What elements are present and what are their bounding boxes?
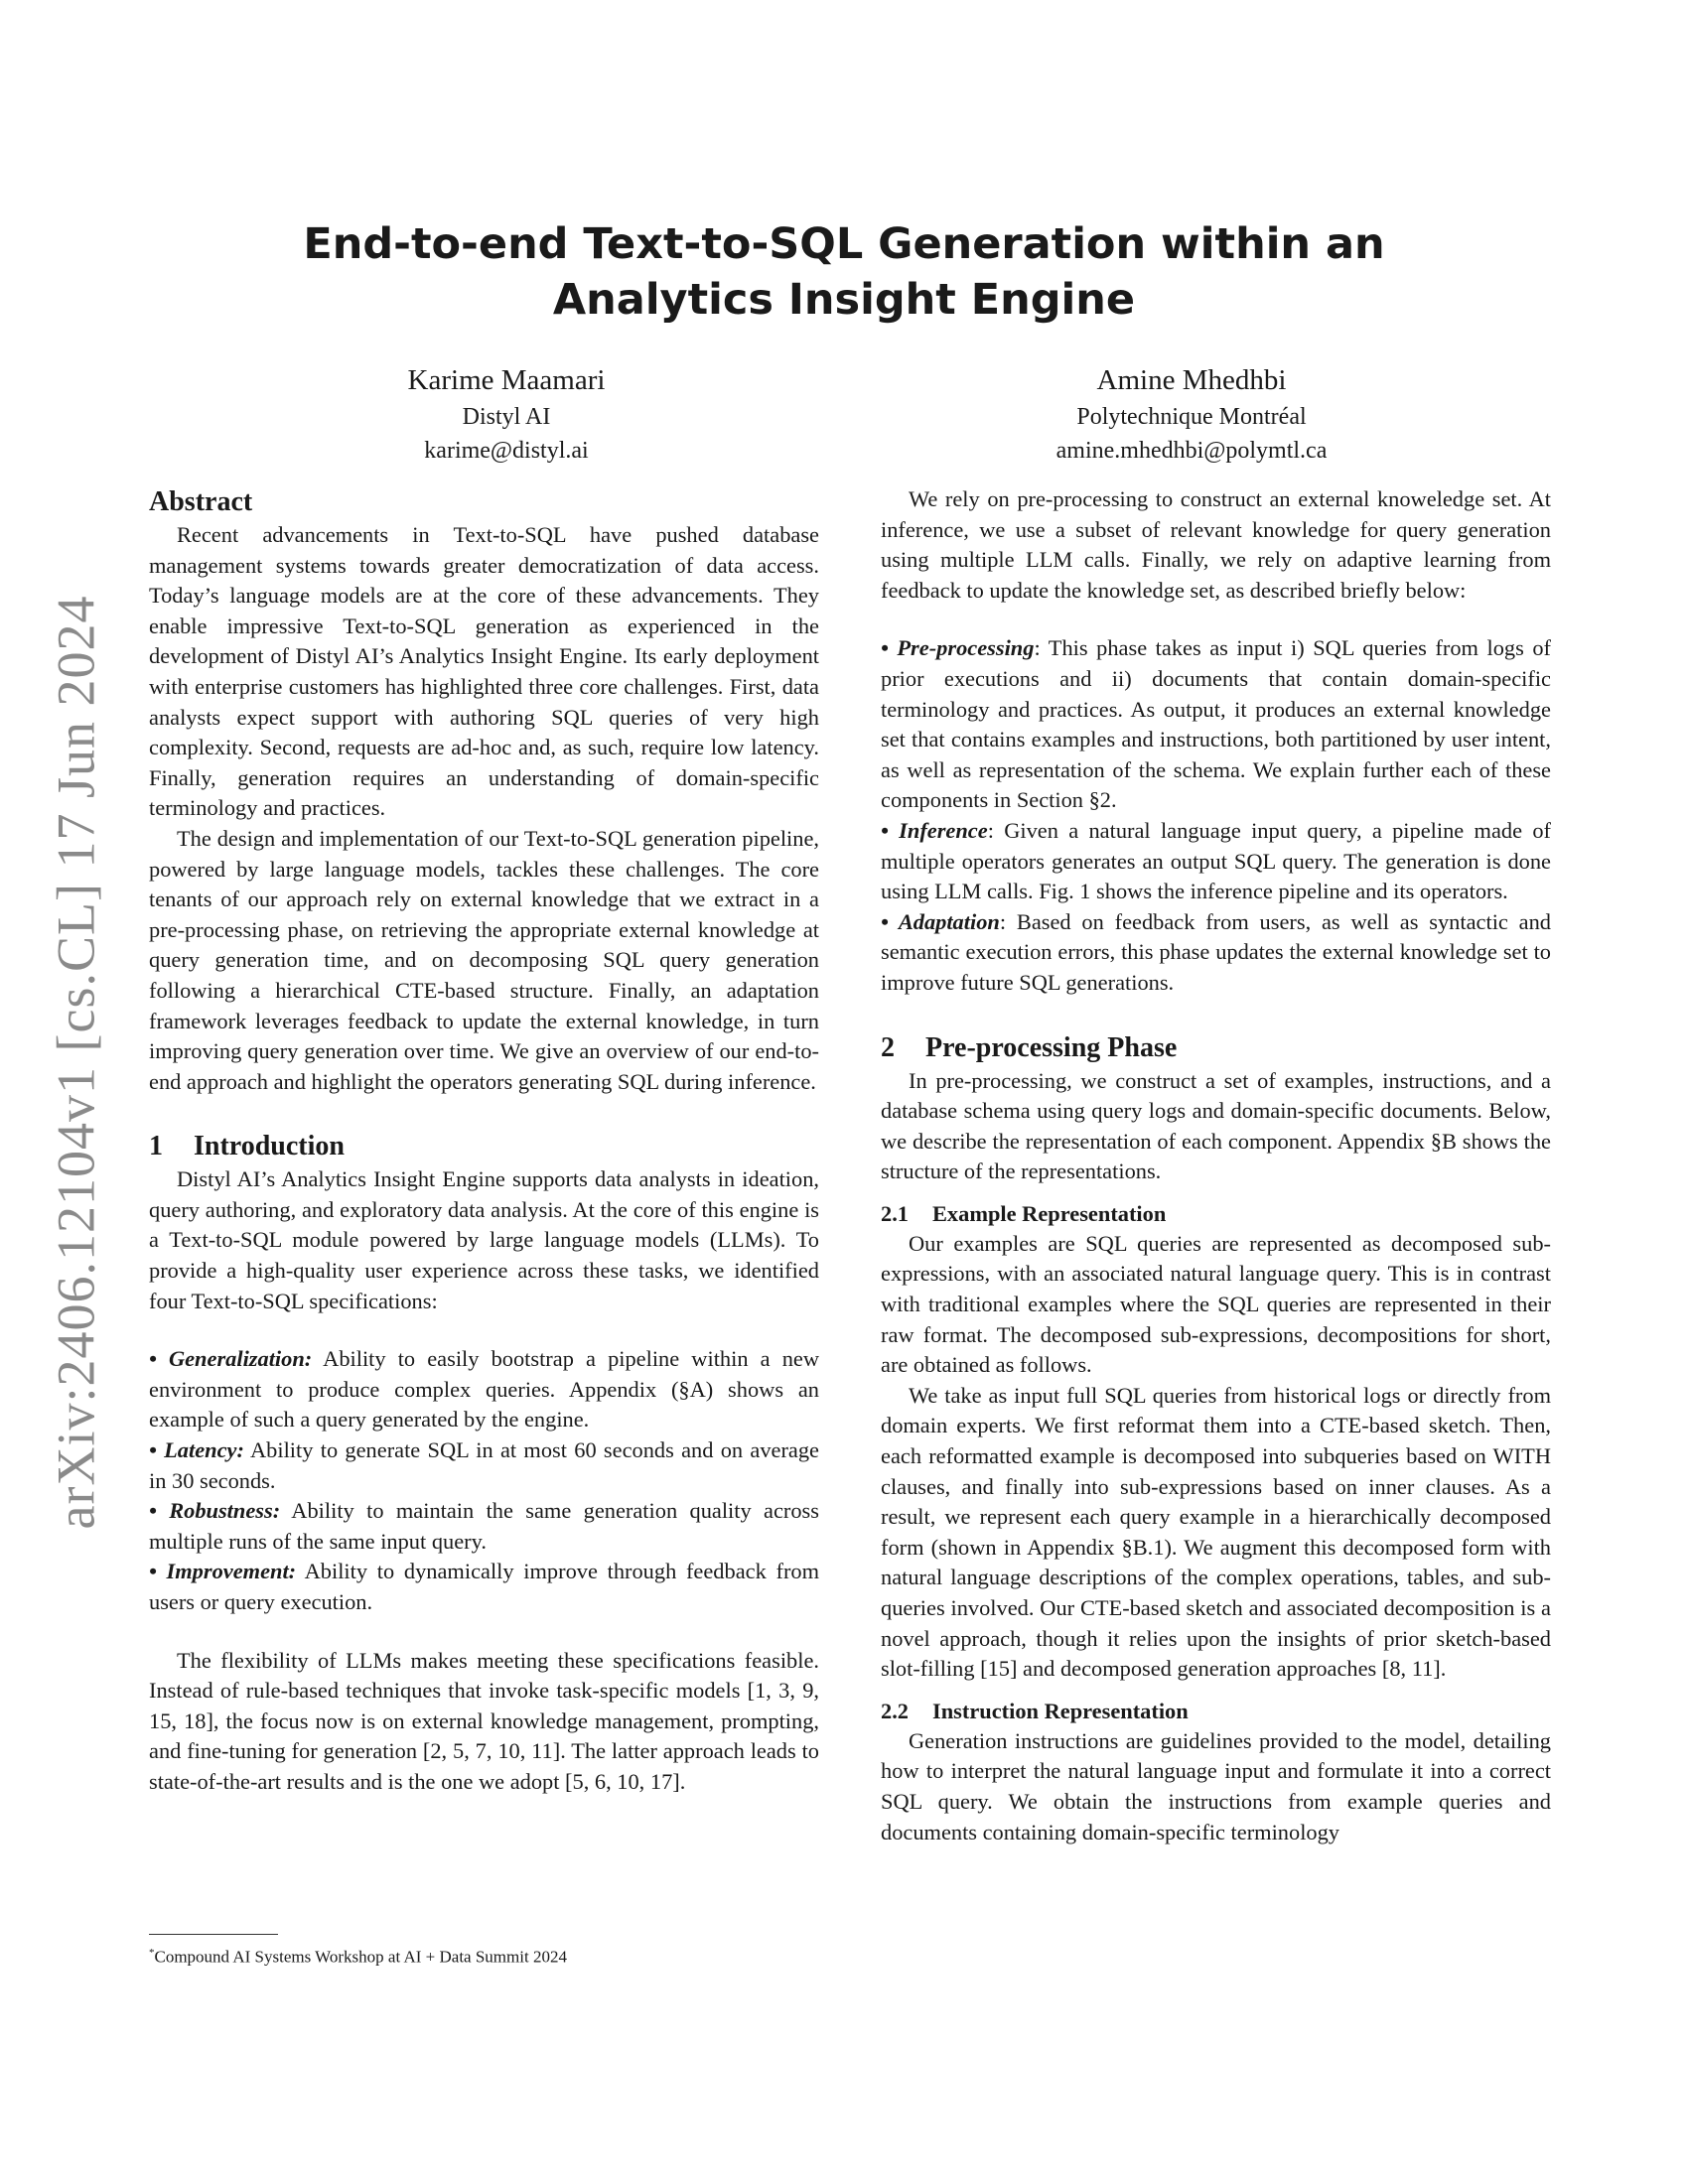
section-2-paragraph: In pre-processing, we construct a set of examples, instructions, and a database schema using query logs and domain-specific documents. Below, we describe the representation of each component. Appendix §B shows the structure of the representations. xyxy=(881,1067,1551,1184)
spec-label: • Improvement: xyxy=(149,1559,297,1584)
section-title: Pre-processing Phase xyxy=(925,1031,1178,1063)
phase-preprocessing xyxy=(881,633,1551,816)
spec-robustness xyxy=(149,1496,819,1557)
spec-latency xyxy=(149,1435,819,1496)
subsection-2-1-paragraph-1: Our examples are SQL queries are represented as decomposed sub-expressions, with an associated natural language query. This is in contrast with traditional examples where the SQL queries are represented in their raw format. The decomposed sub-expressions, decompositions for short, are obtained as follows. xyxy=(881,1230,1551,1378)
author-affiliation: Polytechnique Montréal xyxy=(1076,404,1307,430)
author-1 xyxy=(248,360,765,468)
spec-label: • Robustness: xyxy=(149,1498,281,1524)
subsection-2-2-heading xyxy=(881,1697,1551,1726)
phase-text: : This phase takes as input i) SQL queries from logs of prior executions and ii) documents that contain domain-specific terminology and practices. As output, it produces an external knowledge set that contains examples and instructions, both partitioned by user intent, as well as representation of the schema. We explain further each of these components in Section §2. xyxy=(881,635,1552,813)
section-1-heading xyxy=(149,1129,819,1164)
abstract-heading: Abstract xyxy=(149,486,253,517)
subsection-2-1-heading xyxy=(881,1199,1551,1229)
phase-label: • Adaptation xyxy=(881,908,1000,934)
section-title: Introduction xyxy=(194,1131,345,1162)
author-email[interactable]: karime@distyl.ai xyxy=(424,438,589,464)
phase-text: : Based on feedback from users, as well as syntactic and semantic execution errors, this phase updates the external knowledge set to improve future SQL generations. xyxy=(881,908,1551,995)
subsection-title: Instruction Representation xyxy=(932,1698,1189,1723)
title-line-1: End-to-end Text-to-SQL Generation within an xyxy=(303,219,1385,269)
overview-paragraph: We rely on pre-processing to construct an external knoweledge set. At inference, we use a subset of relevant knowledge for query generation using multiple LLM calls. Finally, we rely on adaptive learning from feedback to update the knowledge set, as described briefly below: xyxy=(881,486,1551,603)
subsection-2-1-paragraph-2: We take as input full SQL queries from historical logs or directly from domain experts. We first reformat them into a CTE-based sketch. Then, each reformatted example is decomposed into subqueries based on WITH clauses, and finally into sub-expressions based on inner clauses. As a result, we represent each query example in a hierarchically decomposed form (shown in Appendix §B.1). We augment this decomposed form with natural language descriptions of the complex operations, tables, and sub-queries involved. Our CTE-based sketch and associated decomposition is a novel approach, though it relies upon the insights of prior sketch-based slot-filling [15] and decomposed generation approaches [8, 11]. xyxy=(881,1382,1551,1682)
arxiv-identifier xyxy=(40,586,111,1539)
author-2 xyxy=(933,360,1450,468)
section-number: 1 xyxy=(149,1131,163,1162)
phase-label: • Pre-processing xyxy=(881,635,1035,661)
section-2-heading xyxy=(881,1030,1551,1066)
phase-inference xyxy=(881,816,1551,907)
spec-label: • Latency: xyxy=(149,1437,244,1463)
subsection-number: 2.2 xyxy=(881,1698,909,1723)
subsection-2-2-paragraph-1: Generation instructions are guidelines provided to the model, detailing how to interpret the natural language input and formulate it into a correct SQL query. We obtain the instructions from example queries and documents containing domain-specific terminology xyxy=(881,1727,1551,1844)
author-affiliation: Distyl AI xyxy=(462,404,551,430)
footnote-divider xyxy=(149,1934,278,1935)
left-column xyxy=(149,484,819,1798)
footnote xyxy=(149,1941,567,1970)
spec-label: • Generalization: xyxy=(149,1346,313,1372)
spec-improvement xyxy=(149,1557,819,1617)
intro-paragraph-2: The flexibility of LLMs makes meeting these specifications feasible. Instead of rule-based techniques that invoke task-specific models [1, 3, 9, 15, 18], the focus now is on external knowledge management, prompting, and fine-tuning for generation [2, 5, 7, 10, 11]. The latter approach leads to state-of-the-art results and is the one we adopt [5, 6, 10, 17]. xyxy=(149,1647,819,1794)
author-name: Karime Maamari xyxy=(407,364,606,396)
footnote-mark: * xyxy=(149,1947,155,1959)
phase-adaptation xyxy=(881,907,1551,999)
phase-text: : Given a natural language input query, a pipeline made of multiple operators generates an output SQL query. The generation is done using LLM calls. Fig. 1 shows the inference pipeline and its operators. xyxy=(881,817,1551,904)
author-name: Amine Mhedhbi xyxy=(1096,364,1287,396)
abstract-paragraph-1: Recent advancements in Text-to-SQL have pushed database management systems towards greater democratization of data access. Today’s language models are at the core of these advancements. They enable impressive Text-to-SQL generation as experienced in the development of Distyl AI’s Analytics Insight Engine. Its early deployment with enterprise customers has highlighted three core challenges. First, data analysts expect support with authoring SQL queries of very high complexity. Second, requests are ad-hoc and, as such, require low latency. Finally, generation requires an understanding of domain-specific terminology and practices. xyxy=(149,522,819,821)
right-column xyxy=(881,484,1551,1847)
subsection-title: Example Representation xyxy=(932,1200,1167,1226)
title-line-2: Analytics Insight Engine xyxy=(552,275,1136,325)
paper-title xyxy=(149,216,1539,328)
spec-text: Ability to dynamically improve through feedback from users or query execution. xyxy=(149,1559,820,1614)
abstract-paragraph-2: The design and implementation of our Text-to-SQL generation pipeline, powered by large language models, tackles these challenges. The core tenants of our approach rely on external knowledge that we extract in a pre-processing phase, on retrieving the appropriate external knowledge at query generation time, and on decomposing SQL query generation following a hierarchical CTE-based structure. Finally, an adaptation framework leverages feedback to update the external knowledge, in turn improving query generation over time. We give an overview of our end-to-end approach and highlight the operators generating SQL during inference. xyxy=(149,825,819,1094)
spec-text: Ability to maintain the same generation quality across multiple runs of the same input query. xyxy=(149,1498,819,1554)
spec-text: Ability to easily bootstrap a pipeline within a new environment to produce complex queries. Appendix (§A) shows an example of such a query generated by the engine. xyxy=(149,1346,819,1433)
section-number: 2 xyxy=(881,1031,895,1063)
phase-label: • Inference xyxy=(881,817,988,843)
spec-text: Ability to generate SQL in at most 60 seconds and on average in 30 seconds. xyxy=(149,1437,819,1493)
footnote-text: Compound AI Systems Workshop at AI + Data Summit 2024 xyxy=(154,1947,567,1967)
subsection-number: 2.1 xyxy=(881,1200,909,1226)
intro-paragraph-1: Distyl AI’s Analytics Insight Engine supports data analysts in ideation, query authoring, and exploratory data analysis. At the core of this engine is a Text-to-SQL module powered by large language models (LLMs). To provide a high-quality user experience across these tasks, we identified four Text-to-SQL specifications: xyxy=(149,1166,819,1313)
arxiv-identifier-text: arXiv:2406.12104v1 [cs.CL] 17 Jun 2024 xyxy=(46,595,106,1530)
author-email[interactable]: amine.mhedhbi@polymtl.ca xyxy=(1055,438,1328,464)
spec-generalization xyxy=(149,1344,819,1435)
